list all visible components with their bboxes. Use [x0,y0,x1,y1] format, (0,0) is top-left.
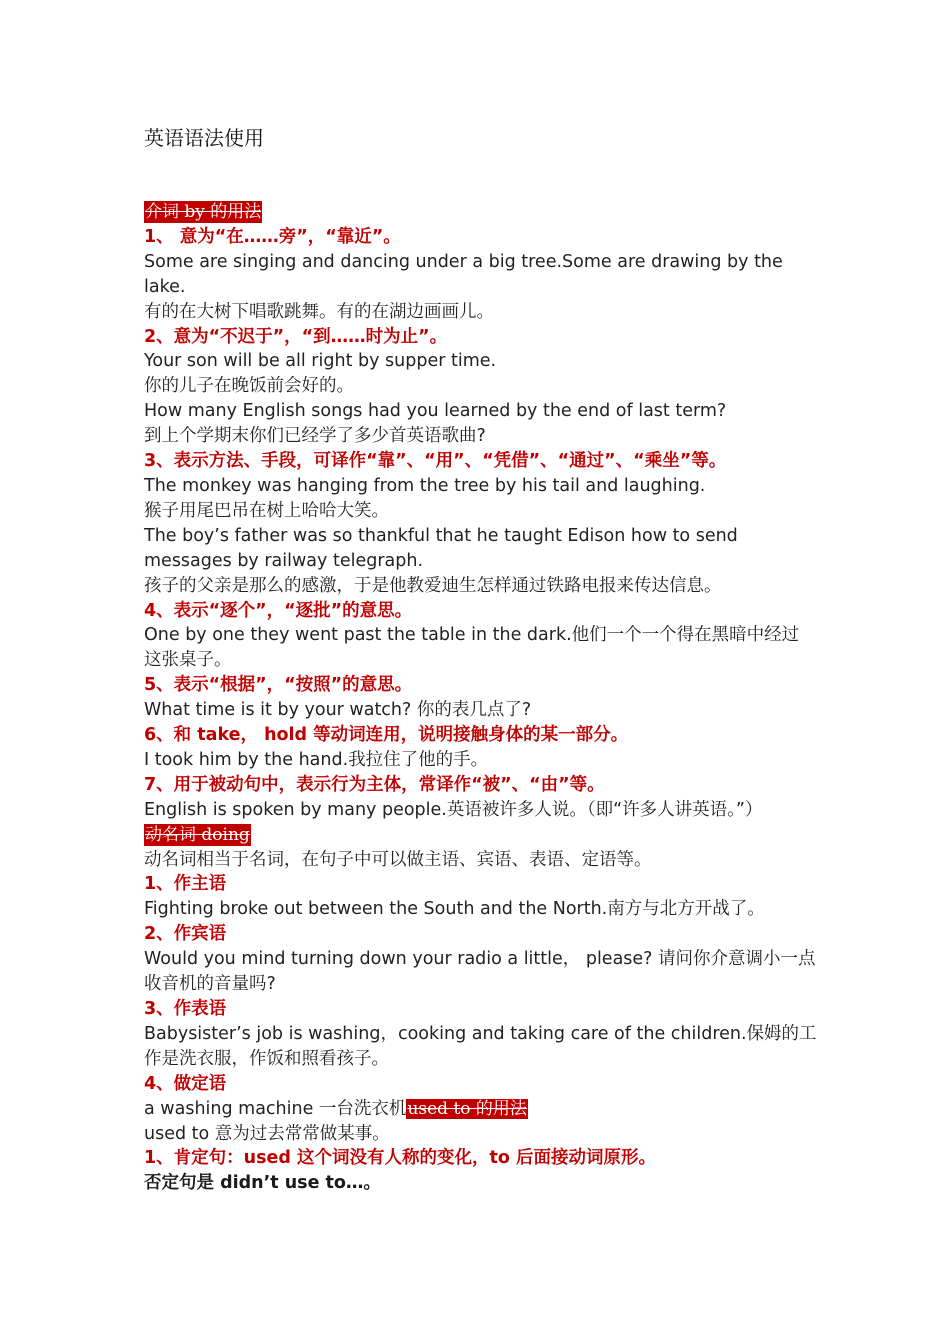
by-point-5: 5、表示“根据”，“按照”的意思。 [144,675,413,696]
section-heading-used-to: used to 的用法 [407,1098,527,1119]
by-point-1: 1、 意为“在……旁”，“靠近”。 [144,226,401,247]
doing-example-4: a washing machine 一台洗衣机 [144,1098,407,1119]
doing-example-2: Would you mind turning down your radio a little， please? 请问你介意调小一点收音机的音量吗? [144,949,816,995]
by-example-3a-en: The monkey was hanging from the tree by his tail and laughing. [144,475,706,496]
by-example-2a-en: Your son will be all right by supper time. [144,351,497,372]
by-example-1-zh: 有的在大树下唱歌跳舞。有的在湖边画画儿。 [144,301,494,322]
by-example-1-en: Some are singing and dancing under a big tree.Some are drawing by the lake. [144,251,783,297]
section-heading-by: 介词 by 的用法 [145,202,262,222]
by-point-4: 4、表示“逐个”，“逐批”的意思。 [144,600,413,621]
document-title: 英语语法使用 [144,126,264,150]
by-example-3a-zh: 猴子用尾巴吊在树上哈哈大笑。 [144,500,389,521]
document-body [144,200,824,1196]
by-point-6: 6、和 take， hold 等动词连用，说明接触身体的某一部分。 [144,725,629,746]
by-point-3: 3、表示方法、手段，可译作“靠”、“用”、“凭借”、“通过”、“乘坐”等。 [144,451,727,472]
doing-point-3: 3、作表语 [144,999,227,1019]
doing-example-1: Fighting broke out between the South and the North.南方与北方开战了。 [144,899,765,920]
doing-point-2: 2、作宾语 [144,924,227,945]
doing-point-4: 4、做定语 [144,1073,227,1094]
by-example-4: One by one they went past the table in the dark.他们一个一个得在黑暗中经过这张桌子。 [144,625,800,671]
used-to-intro: used to 意为过去常常做某事。 [144,1123,390,1144]
by-example-3b-zh: 孩子的父亲是那么的感激，于是他教爱迪生怎样通过铁路电报来传达信息。 [144,575,722,596]
doing-point-1: 1、作主语 [144,874,227,895]
by-example-5: What time is it by your watch? 你的表几点了? [144,700,532,721]
by-point-2: 2、意为“不迟于”，“到……时为止”。 [144,326,448,347]
used-to-point-1: 1、肯定句：used 这个词没有人称的变化，to 后面接动词原形。 [144,1148,657,1169]
doing-intro: 动名词相当于名词，在句子中可以做主语、宾语、表语、定语等。 [144,849,652,870]
by-example-2b-zh: 到上个学期末你们已经学了多少首英语歌曲? [144,426,486,447]
by-example-2b-en: How many English songs had you learned by the end of last term? [144,401,727,422]
doing-example-3: Babysister’s job is washing，cooking and taking care of the children.保姆的工作是洗衣服，作饭和照看孩子。 [144,1023,817,1069]
section-heading-doing: 动名词 doing [145,824,250,845]
by-example-2a-zh: 你的儿子在晚饭前会好的。 [144,376,354,397]
by-example-7: English is spoken by many people.英语被许多人说。（即“许多人讲英语。”） [144,799,763,820]
by-example-3b-en: The boy’s father was so thankful that he taught Edison how to send messages by railway telegraph. [144,525,738,571]
used-to-negative: 否定句是 didn’t use to…。 [144,1173,381,1194]
by-example-6: I took him by the hand.我拉住了他的手。 [144,749,489,770]
by-point-7: 7、用于被动句中，表示行为主体，常译作“被”、“由”等。 [144,774,605,795]
